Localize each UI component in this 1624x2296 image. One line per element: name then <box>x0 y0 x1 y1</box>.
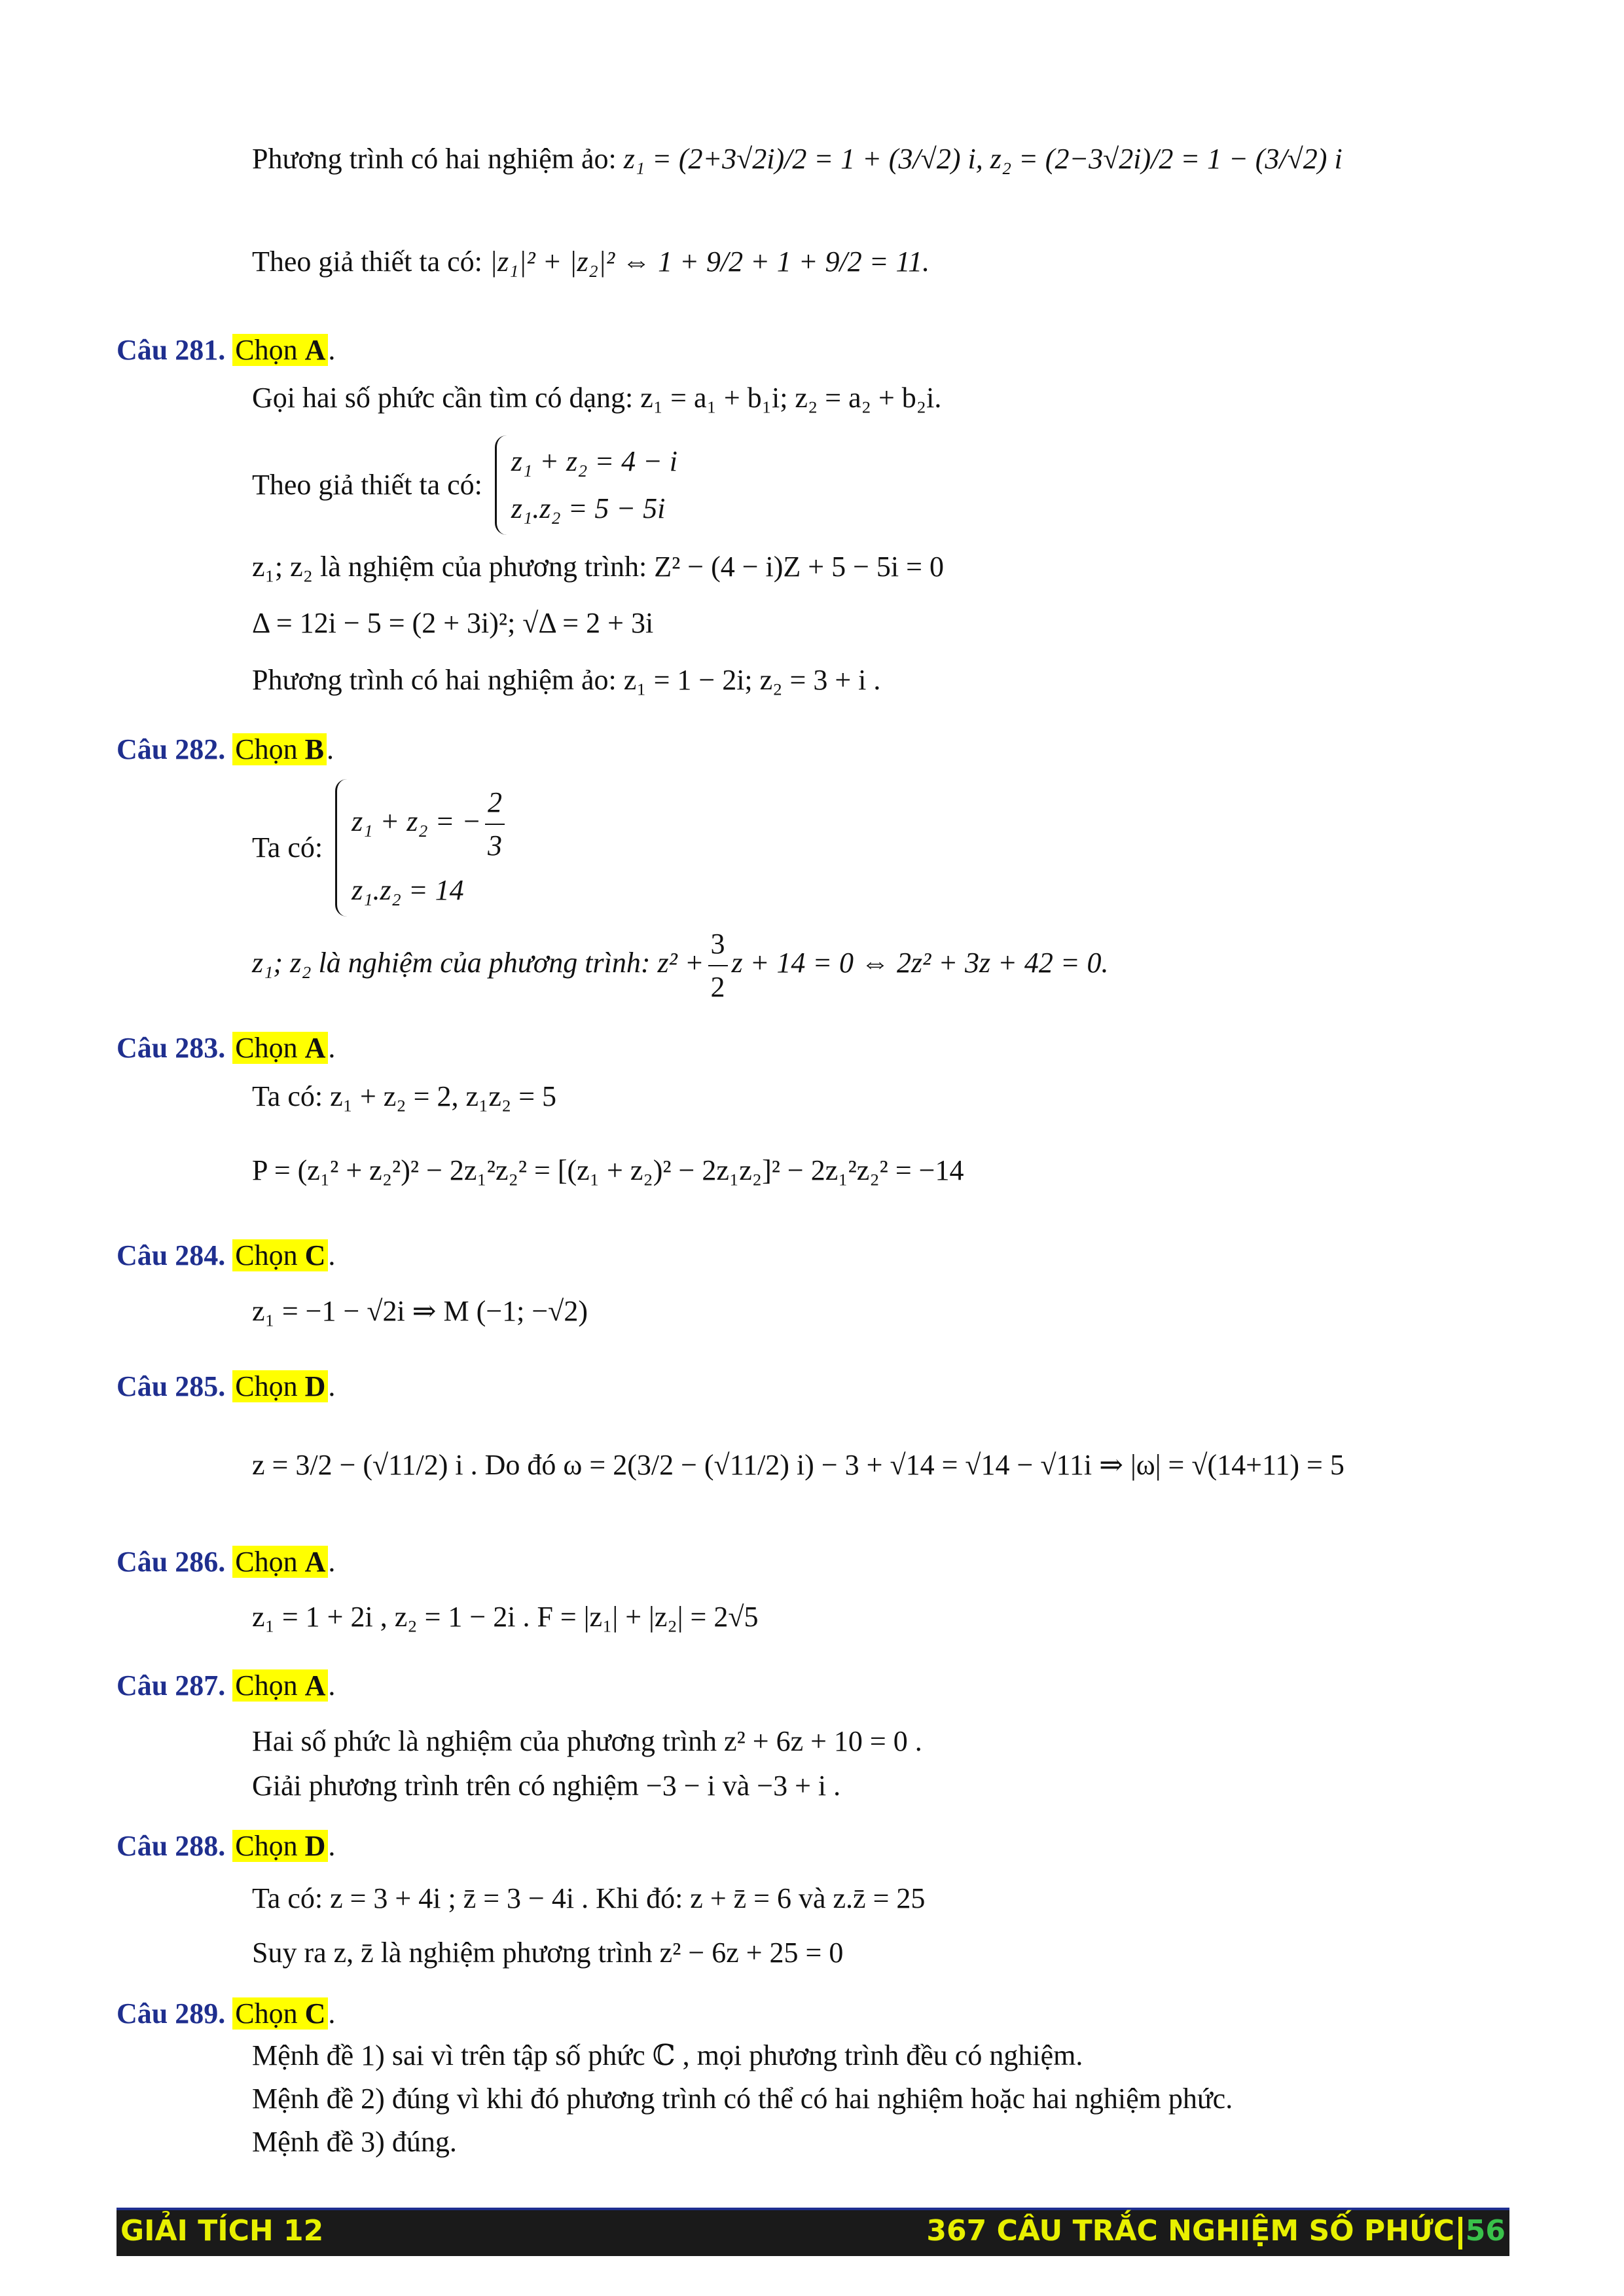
answer-highlight <box>232 1830 328 1862</box>
answer-letter: B <box>304 733 324 765</box>
question-number: Câu 285. <box>117 1370 226 1402</box>
question-283-header: Câu 283. Chọn A. <box>117 1032 336 1064</box>
text: Theo giả thiết ta có: <box>252 246 490 278</box>
choose-label: Chọn <box>235 733 298 765</box>
solution-line: Mệnh đề 1) sai vì trên tập số phức ℂ , mọi phương trình đều có nghiệm. <box>252 2039 1083 2071</box>
numerator: 3 <box>708 923 728 966</box>
denominator: 2 <box>710 971 725 1003</box>
equation: z₁ + z₂ = 4 − i <box>511 445 678 477</box>
equation-system <box>335 779 509 917</box>
question-number: Câu 281. <box>117 334 226 366</box>
answer-highlight <box>232 1997 328 2030</box>
solution-line: z₁; z₂ là nghiệm của phương trình: Z² − (4 − i)Z + 5 − 5i = 0 <box>252 551 944 583</box>
choose-label: Chọn <box>235 1546 298 1578</box>
text: Phương trình có hai nghiệm ảo: <box>252 143 624 175</box>
solution-line <box>252 435 677 535</box>
question-289-header: Câu 289. Chọn C. <box>117 1997 336 2030</box>
answer-letter: A <box>304 334 326 366</box>
answer-letter: D <box>304 1370 326 1402</box>
solution-line: z₁ = −1 − √2i ⇒ M (−1; −√2) <box>252 1295 588 1327</box>
solution-line <box>252 244 929 280</box>
answer-letter: A <box>304 1546 326 1578</box>
answer-highlight <box>232 334 328 366</box>
solution-line: P = (z₁² + z₂²)² − 2z₁²z₂² = [(z₁ + z₂)² − 2z₁z₂]² − 2z₁²z₂² = −14 <box>252 1154 964 1186</box>
choose-label: Chọn <box>235 334 298 366</box>
solution-line <box>252 141 1343 177</box>
footer-title: 367 CÂU TRẮC NGHIỆM SỐ PHỨC <box>926 2214 1454 2248</box>
equation: z₁.z₂ = 5 − 5i <box>511 492 666 524</box>
solution-line: Phương trình có hai nghiệm ảo: z₁ = 1 − 2i; z₂ = 3 + i . <box>252 664 881 696</box>
question-284-header: Câu 284. Chọn C. <box>117 1239 336 1271</box>
page-footer <box>117 2208 1509 2256</box>
solution-line: Suy ra z, z̄ là nghiệm phương trình z² − 6z + 25 = 0 <box>252 1937 844 1969</box>
answer-letter: A <box>304 1032 326 1064</box>
answer-letter: C <box>304 1997 326 2030</box>
fraction <box>485 782 505 867</box>
solution-line: z₁ = 1 + 2i , z₂ = 1 − 2i . F = |z₁| + |z₂| = 2√5 <box>252 1601 759 1633</box>
numerator: 2 <box>485 782 505 825</box>
choose-label: Chọn <box>235 1669 298 1702</box>
text: z + 14 = 0 ⇔ 2z² + 3z + 42 = 0. <box>731 947 1109 979</box>
solution-line: Δ = 12i − 5 = (2 + 3i)²; √Δ = 2 + 3i <box>252 607 654 639</box>
solution-line: Ta có: z₁ + z₂ = 2, z₁z₂ = 5 <box>252 1080 557 1112</box>
question-number: Câu 284. <box>117 1239 226 1271</box>
answer-highlight <box>232 1032 328 1064</box>
answer-highlight <box>232 1546 328 1578</box>
question-number: Câu 282. <box>117 733 226 765</box>
question-281-header: Câu 281. Chọn A. <box>117 334 336 366</box>
answer-highlight <box>232 1370 328 1402</box>
solution-line: Mệnh đề 2) đúng vì khi đó phương trình có thể có hai nghiệm hoặc hai nghiệm phức. <box>252 2083 1233 2115</box>
solution-line: Giải phương trình trên có nghiệm −3 − i và −3 + i . <box>252 1770 841 1802</box>
choose-label: Chọn <box>235 1032 298 1064</box>
text: z₁; z₂ là nghiệm của phương trình: z² + <box>252 947 704 979</box>
answer-highlight <box>232 1239 328 1271</box>
math-expression: |z₁|² + |z₂|² ⇔ 1 + 9/2 + 1 + 9/2 = 11. <box>489 246 930 278</box>
solution-line: Gọi hai số phức cần tìm có dạng: z₁ = a₁ + b₁i; z₂ = a₂ + b₂i. <box>252 382 942 414</box>
question-number: Câu 287. <box>117 1669 226 1702</box>
question-number: Câu 286. <box>117 1546 226 1578</box>
denominator: 3 <box>488 829 503 862</box>
choose-label: Chọn <box>235 1370 298 1402</box>
answer-highlight <box>232 733 327 765</box>
question-288-header: Câu 288. Chọn D. <box>117 1830 336 1862</box>
equation-text: z₁ + z₂ = − <box>352 805 482 838</box>
question-282-header: Câu 282. Chọn B. <box>117 733 334 765</box>
answer-letter: A <box>304 1669 326 1702</box>
solution-line: Mệnh đề 3) đúng. <box>252 2126 457 2158</box>
answer-highlight <box>232 1669 328 1702</box>
text: Theo giả thiết ta có: <box>252 469 482 501</box>
math-expression: z₁ = (2+3√2i)/2 = 1 + (3/√2) i, z₂ = (2−3√2i)/2 = 1 − (3/√2) i <box>623 143 1343 175</box>
footer-subject: GIẢI TÍCH 12 <box>120 2214 324 2248</box>
question-287-header: Câu 287. Chọn A. <box>117 1669 336 1702</box>
choose-label: Chọn <box>235 1239 298 1271</box>
solution-line <box>252 923 1109 1008</box>
question-number: Câu 289. <box>117 1997 226 2030</box>
equation <box>352 782 509 867</box>
answer-letter: D <box>304 1830 326 1862</box>
text: Ta có: <box>252 831 323 864</box>
question-285-header: Câu 285. Chọn D. <box>117 1370 336 1402</box>
choose-label: Chọn <box>235 1830 298 1862</box>
answer-letter: C <box>304 1239 326 1271</box>
question-number: Câu 288. <box>117 1830 226 1862</box>
footer-separator <box>1458 2217 1462 2250</box>
choose-label: Chọn <box>235 1997 298 2030</box>
solution-line: Hai số phức là nghiệm của phương trình z² + 6z + 10 = 0 . <box>252 1725 922 1757</box>
page-number: 56 <box>1465 2214 1506 2248</box>
equation: z₁.z₂ = 14 <box>352 874 464 906</box>
solution-line: z = 3/2 − (√11/2) i . Do đó ω = 2(3/2 − (√11/2) i) − 3 + √14 = √14 − √11i ⇒ |ω| = √(14+11) = 5 <box>252 1449 1344 1481</box>
equation-system <box>495 435 677 535</box>
solution-line <box>252 779 509 917</box>
question-286-header: Câu 286. Chọn A. <box>117 1546 336 1578</box>
fraction <box>708 923 728 1008</box>
solution-line: Ta có: z = 3 + 4i ; z̄ = 3 − 4i . Khi đó: z + z̄ = 6 và z.z̄ = 25 <box>252 1882 926 1914</box>
question-number: Câu 283. <box>117 1032 226 1064</box>
